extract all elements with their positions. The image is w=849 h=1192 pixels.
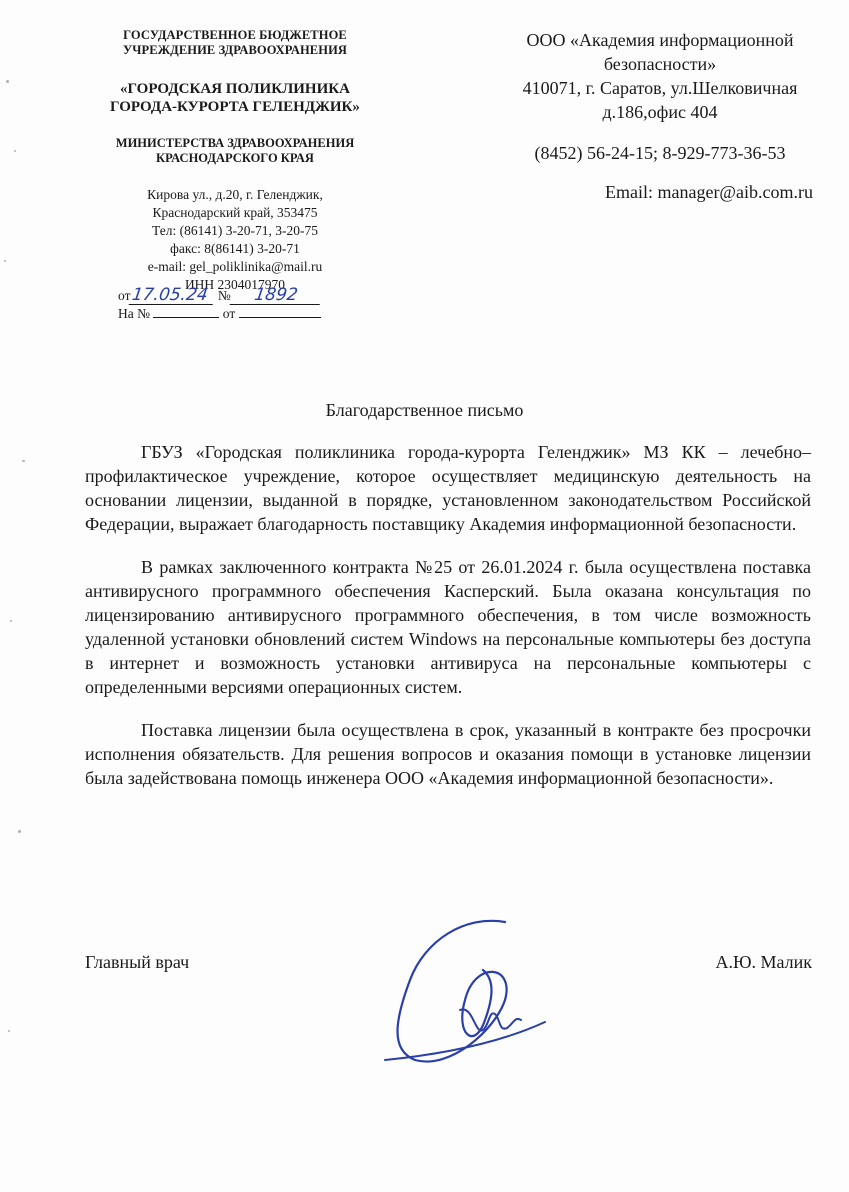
sender-name-line-1: «ГОРОДСКАЯ ПОЛИКЛИНИКА <box>120 81 350 97</box>
scan-speck <box>22 460 25 462</box>
sender-ministry-line-2: КРАСНОДАРСКОГО КРАЯ <box>156 151 314 165</box>
signer-name: А.Ю. Малик <box>715 952 812 972</box>
letter-paragraph: ГБУЗ «Городская поликлиника города-курорта Геленджик» МЗ КК – лечебно–профилактическое учреждение, которое осуществляет медицинскую деятельность на основании лицензии, выданной в порядке, установленном законодательством Российской Федерации, выражает благодарность поставщику Академия информационной безопасности. <box>85 442 811 534</box>
registration-ref-label: На № <box>118 306 150 321</box>
registration-block <box>118 286 358 323</box>
recipient-line-3: 410071, г. Саратов, ул.Шелковичная <box>522 78 798 98</box>
registration-date: 17.05.24 <box>129 286 216 305</box>
sender-name-line-2: ГОРОДА-КУРОРТА ГЕЛЕНДЖИК» <box>110 99 360 115</box>
sender-email: e-mail: gel_poliklinika@mail.ru <box>147 259 323 274</box>
recipient-line-4: д.186,офис 404 <box>602 102 718 122</box>
scan-speck <box>18 830 21 833</box>
letter-paragraph: В рамках заключенного контракта №25 от 26.01.2024 г. была осуществлена поставка антивирусного программного обеспечения Касперский. Была оказана консультация по лицензированию антивирусного программного обеспечения, в том числе возможность удаленной установки обновлений систем Windows на персональные компьютеры без доступа в интернет и возможность установки антивируса на персональные компьютеры с определенными версиями операционных систем. <box>85 557 811 697</box>
scan-speck <box>14 150 16 152</box>
recipient-block <box>485 28 835 204</box>
sender-type-line-2: УЧРЕЖДЕНИЕ ЗДРАВООХРАНЕНИЯ <box>122 43 348 57</box>
registration-from-label: от <box>118 288 131 303</box>
handwritten-signature <box>355 910 555 1080</box>
scan-speck <box>4 260 6 262</box>
sender-ministry <box>80 136 390 166</box>
recipient-email: Email: manager@aib.com.ru <box>604 182 813 202</box>
sender-letterhead <box>80 28 390 294</box>
recipient-line-2: безопасности» <box>603 54 717 74</box>
registration-ref-date-blank <box>239 305 321 318</box>
registration-ref-blank <box>153 305 219 318</box>
sender-address-line-2: Краснодарский край, 353475 <box>152 205 318 220</box>
registration-number: 1892 <box>229 286 322 305</box>
sender-type-line-1: ГОСУДАРСТВЕННОЕ БЮДЖЕТНОЕ <box>123 28 347 42</box>
scan-speck <box>8 1030 10 1032</box>
scan-speck <box>6 80 9 83</box>
sender-inn: ИНН 2304017970 <box>184 277 286 292</box>
sender-address-line-1: Кирова ул., д.20, г. Геленджик, <box>147 187 323 202</box>
registration-number-label: № <box>217 288 231 303</box>
registration-reference <box>118 305 358 323</box>
sender-phone: Тел: (86141) 3-20-71, 3-20-75 <box>152 223 318 238</box>
recipient-phone: (8452) 56-24-15; 8-929-773-36-53 <box>534 143 786 163</box>
letter-body <box>85 440 811 809</box>
registration-ref-from-label: от <box>222 306 236 321</box>
letter-title: Благодарственное письмо <box>325 400 524 420</box>
registration-outgoing <box>118 286 358 305</box>
letter-paragraph: Поставка лицензии была осуществлена в срок, указанный в контракте без просрочки исполнения обязательств. Для решения вопросов и оказания помощи в установке лицензии была задействована помощь инженера ООО «Академия информационной безопасности». <box>85 720 811 788</box>
sender-name <box>80 80 390 116</box>
signer-position: Главный врач <box>85 952 190 972</box>
recipient-line-1: ООО «Академия информационной <box>526 30 794 50</box>
sender-contacts <box>80 186 390 294</box>
scan-speck <box>10 620 12 622</box>
sender-fax: факс: 8(86141) 3-20-71 <box>170 241 300 256</box>
sender-ministry-line-1: МИНИСТЕРСТВА ЗДРАВООХРАНЕНИЯ <box>115 136 355 150</box>
